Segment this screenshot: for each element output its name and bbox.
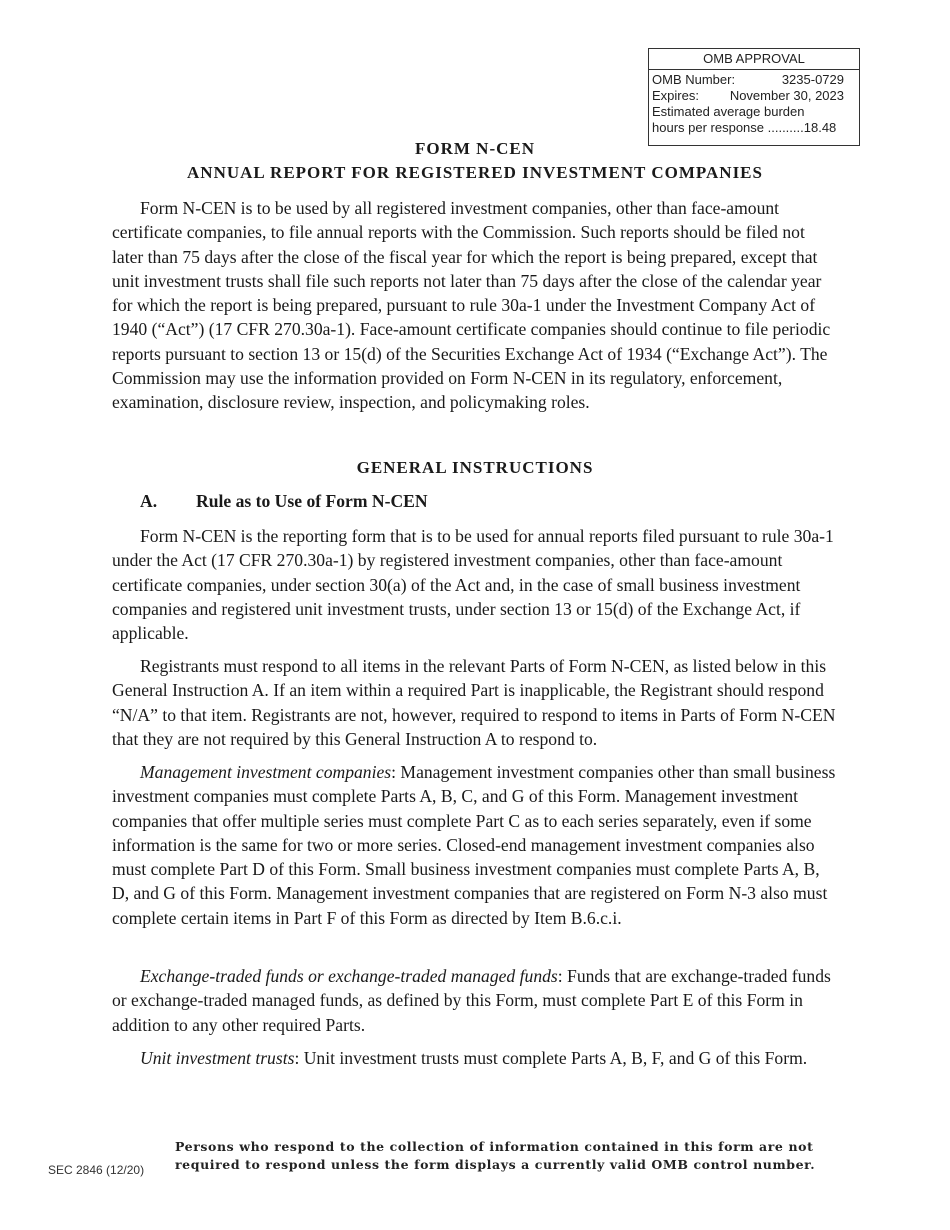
- section-a-paragraph-1-text: Form N-CEN is the reporting form that is to be used for annual reports filed pursuant to rule 30a-1 under the Act (17 CFR 270.30a-1) by registered investment companies, other than face-amount certificate companies, under section 30(a) of the Act and, in the case of small business investment companies and registered unit investment trusts, under section 13 or 15(d) of the Exchange Act, if applicable.: [112, 526, 834, 644]
- section-a-paragraph-2-text: Registrants must respond to all items in the relevant Parts of Form N-CEN, as listed below in this General Instruction A. If an item within a required Part is inapplicable, the Registrant should respond “N/A” to that item. Registrants are not, however, required to respond to items in Parts of Form N-CEN that they are not required by this General Instruction A to respond to.: [112, 656, 836, 749]
- section-a-paragraph-5: [112, 1046, 840, 1070]
- section-a-paragraph-4: [112, 964, 840, 1037]
- section-a-title: Rule as to Use of Form N-CEN: [196, 491, 428, 511]
- general-instructions-heading: GENERAL INSTRUCTIONS: [356, 458, 594, 477]
- management-investment-companies-label: Management investment companies: [140, 762, 392, 782]
- section-a-paragraph-3-text: : Management investment companies other than small business investment companies must complete Parts A, B, C, and G of this Form. Management investment companies that offer multiple series must complete Part C as to each series separately, even if some information is the same for two or more series. Closed-end management investment companies also must complete Part D of this Form. Small business investment companies must complete Parts A, B, D, and G of this Form. Management investment companies that are registered on Form N-3 also must complete certain items in Part F of this Form as directed by Item B.6.c.i.: [112, 762, 836, 928]
- unit-investment-trusts-label: Unit investment trusts: [140, 1048, 295, 1068]
- section-a-paragraph-5-text: : Unit investment trusts must complete Parts A, B, F, and G of this Form.: [294, 1048, 808, 1068]
- omb-notice: Persons who respond to the collection of information contained in this form are not required to respond unless the form displays a currently valid OMB control number.: [175, 1139, 816, 1172]
- omb-expires-value: November 30, 2023: [729, 88, 844, 103]
- section-a-paragraph-4-text: : Funds that are exchange-traded funds or exchange-traded managed funds, as defined by this Form, must complete Part E of this Form in addition to any other required Parts.: [112, 966, 831, 1035]
- omb-burden-line1: Estimated average burden: [652, 104, 805, 119]
- omb-burden-line2: hours per response ..........18.48: [652, 120, 837, 135]
- omb-number-label: OMB Number:: [652, 72, 736, 87]
- section-a-paragraph-2: [112, 654, 840, 751]
- section-a-letter: A.: [140, 491, 158, 511]
- section-a-paragraph-3: [112, 760, 840, 930]
- intro-paragraph: [112, 196, 840, 415]
- etf-label: Exchange-traded funds or exchange-traded managed funds: [140, 966, 558, 986]
- form-code: SEC 2846 (12/20): [48, 1163, 145, 1177]
- section-a-heading: [140, 491, 428, 512]
- omb-expires-label: Expires:: [652, 88, 699, 103]
- form-title: FORM N-CEN: [414, 139, 535, 158]
- omb-approval-box: [648, 48, 860, 146]
- omb-number-value: 3235-0729: [781, 72, 844, 87]
- intro-text: Form N-CEN is to be used by all registered investment companies, other than face-amount certificate companies, to file annual reports with the Commission. Such reports should be filed not later than 75 days after the close of the fiscal year for which the report is being prepared, except that unit investment trusts shall file such reports not later than 75 days after the close of the calendar year for which the report is being prepared, pursuant to rule 30a-1 under the Investment Company Act of 1940 (“Act”) (17 CFR 270.30a-1). Face-amount certificate companies should continue to file periodic reports pursuant to section 13 or 15(d) of the Securities Exchange Act of 1934 (“Exchange Act”). The Commission may use the information provided on Form N-CEN in its regulatory, enforcement, examination, disclosure review, inspection, and policymaking roles.: [112, 198, 831, 413]
- section-a-paragraph-1: [112, 524, 840, 645]
- form-subtitle: ANNUAL REPORT FOR REGISTERED INVESTMENT COMPANIES: [187, 163, 763, 182]
- omb-approval-title: OMB APPROVAL: [649, 49, 859, 70]
